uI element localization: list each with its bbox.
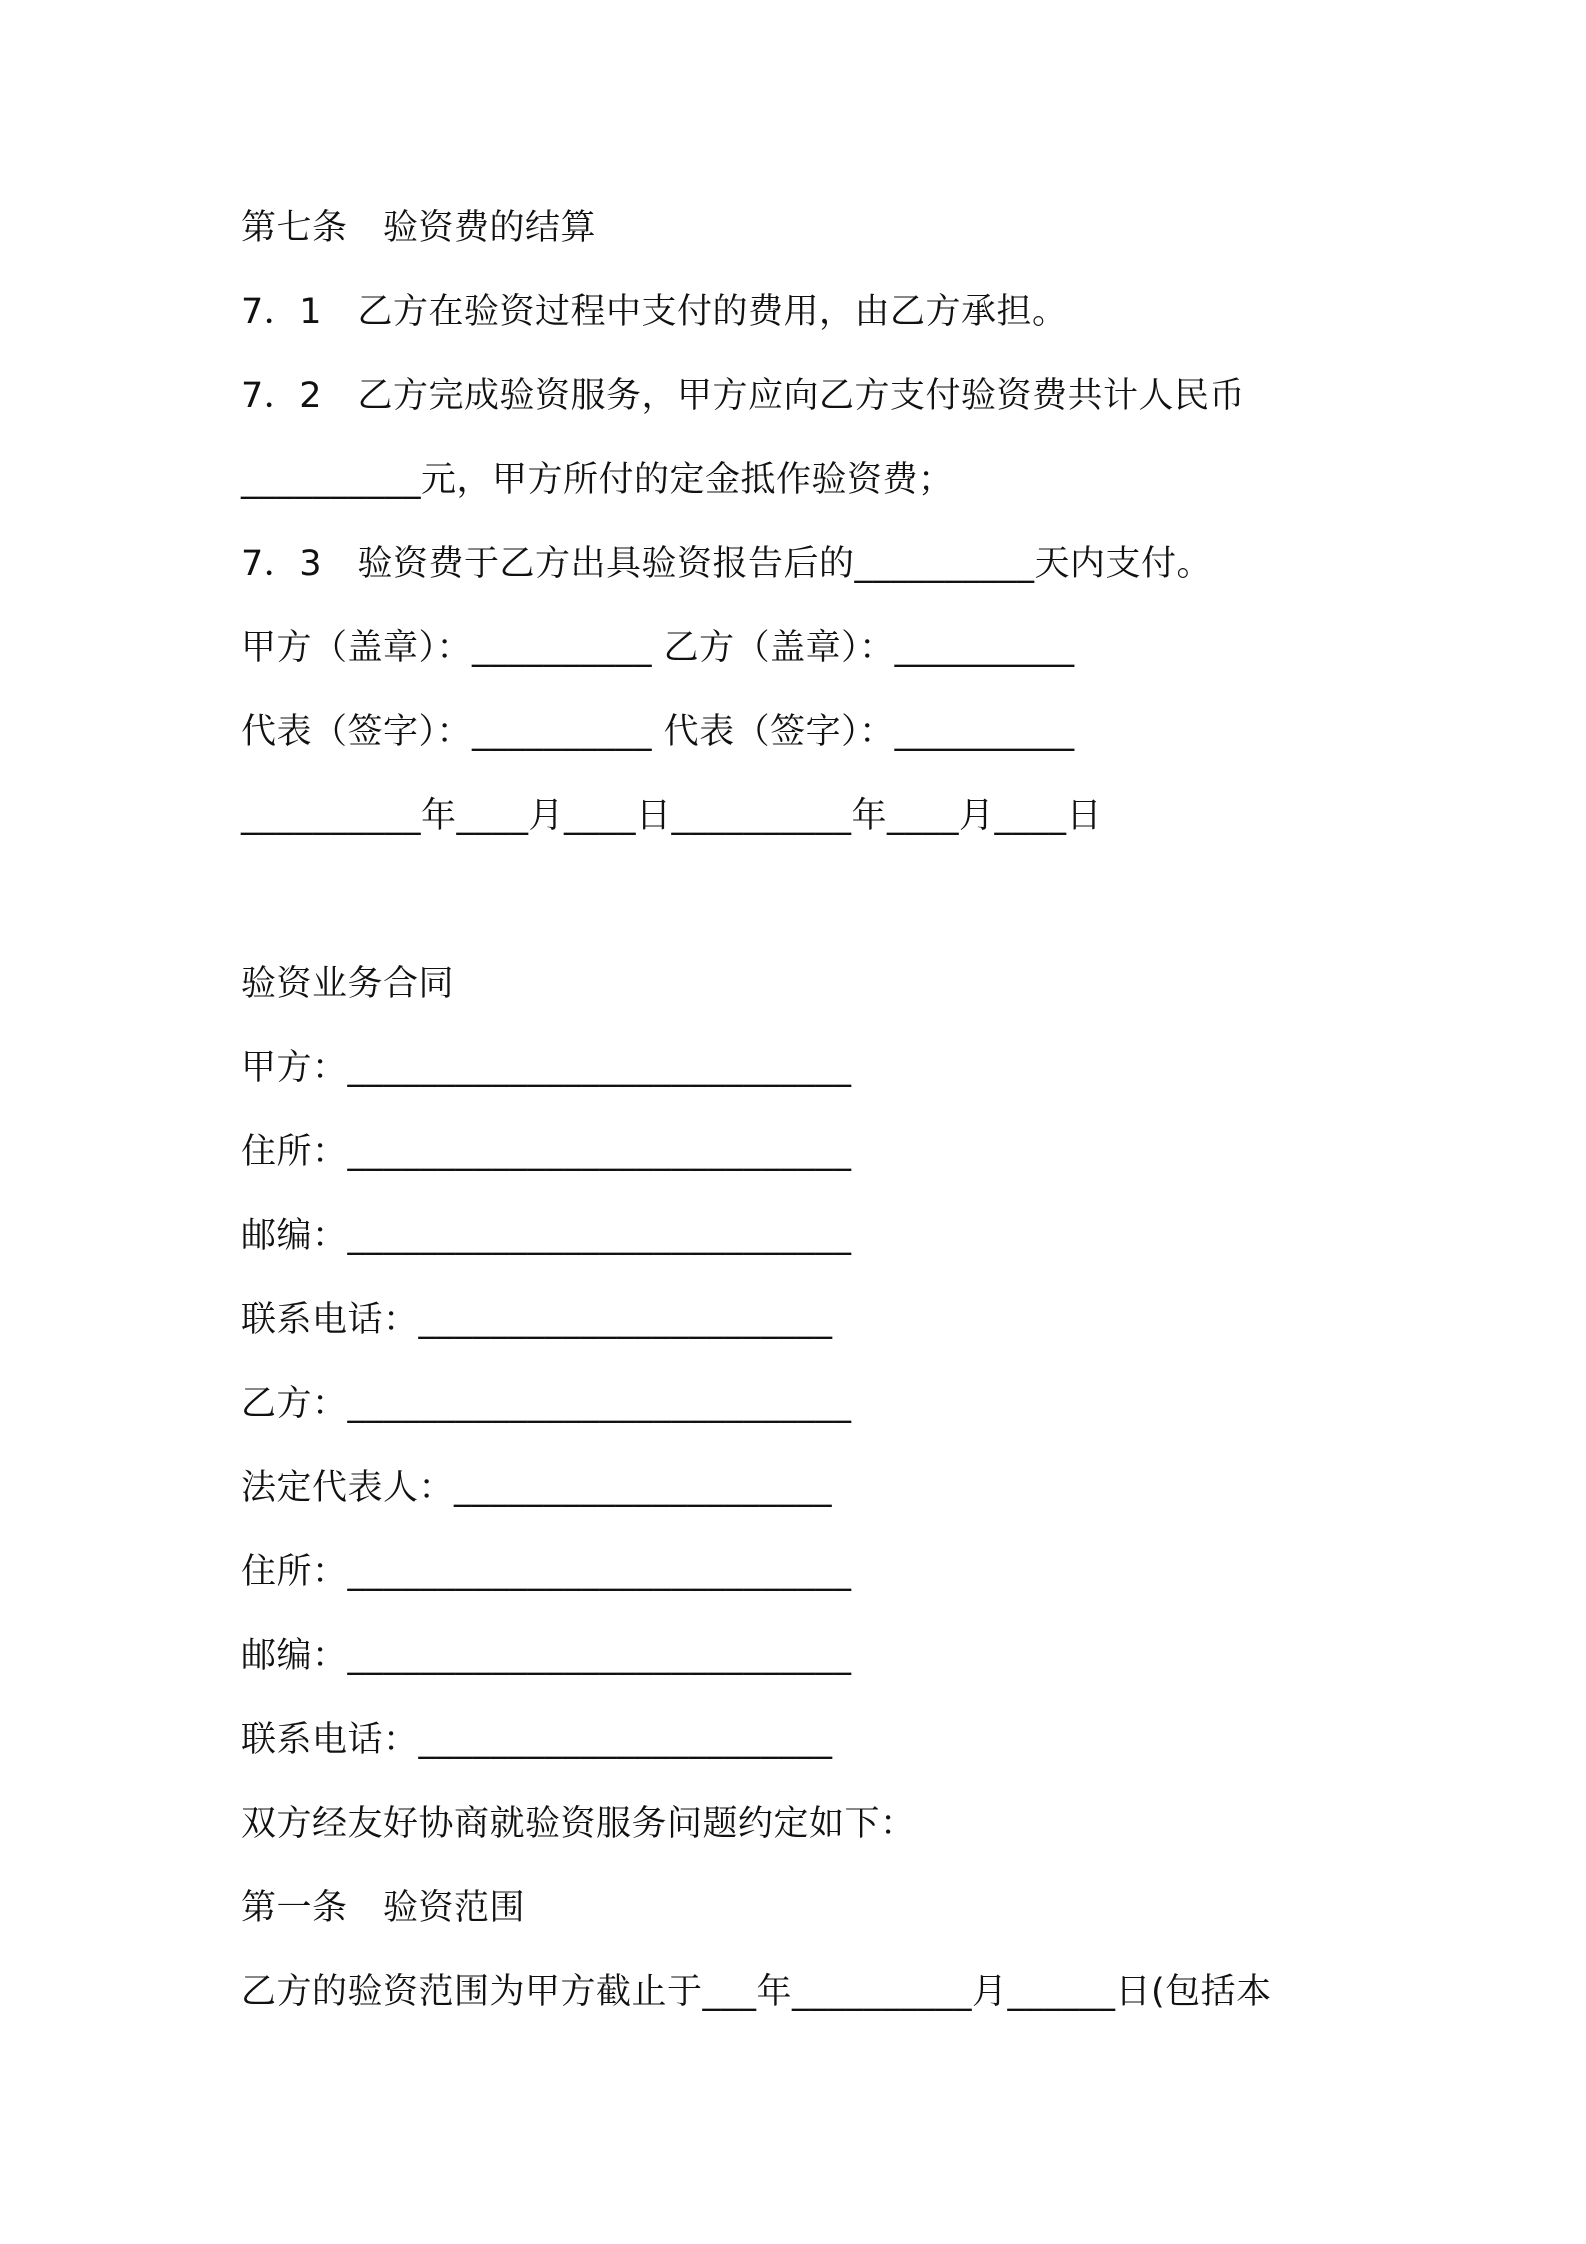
- date-line: __________年____月____日__________年____月____日: [241, 796, 1103, 836]
- article-1-heading: 第一条 验资范围: [241, 1888, 526, 1928]
- party-a-postcode-field: 邮编：____________________________: [241, 1216, 852, 1256]
- contract-title: 验资业务合同: [241, 964, 455, 1004]
- signature-line: 代表（签字）：__________ 代表（签字）：__________: [241, 712, 1075, 752]
- party-b-postcode-field: 邮编：____________________________: [241, 1636, 852, 1676]
- article-7-heading: 第七条 验资费的结算: [241, 208, 597, 248]
- agreement-intro: 双方经友好协商就验资服务问题约定如下：: [241, 1804, 916, 1844]
- clause-7-2-continued: __________元，甲方所付的定金抵作验资费；: [241, 460, 954, 500]
- clause-7-2: 7．2 乙方完成验资服务，甲方应向乙方支付验资费共计人民币: [241, 376, 1246, 416]
- clause-7-3: 7．3 验资费于乙方出具验资报告后的__________天内支付。: [241, 544, 1213, 584]
- party-a-address-field: 住所：____________________________: [241, 1132, 852, 1172]
- party-a-field: 甲方：____________________________: [241, 1048, 852, 1088]
- clause-7-1: 7．1 乙方在验资过程中支付的费用，由乙方承担。: [241, 292, 1068, 332]
- party-a-phone-field: 联系电话：_______________________: [241, 1300, 833, 1340]
- party-b-phone-field: 联系电话：_______________________: [241, 1720, 833, 1760]
- article-1-text: 乙方的验资范围为甲方截止于___年__________月______日(包括本: [241, 1972, 1272, 2012]
- party-b-field: 乙方：____________________________: [241, 1384, 852, 1424]
- seal-line: 甲方（盖章）：__________ 乙方（盖章）：__________: [241, 628, 1075, 668]
- party-b-address-field: 住所：____________________________: [241, 1552, 852, 1592]
- legal-representative-field: 法定代表人：_____________________: [241, 1468, 833, 1508]
